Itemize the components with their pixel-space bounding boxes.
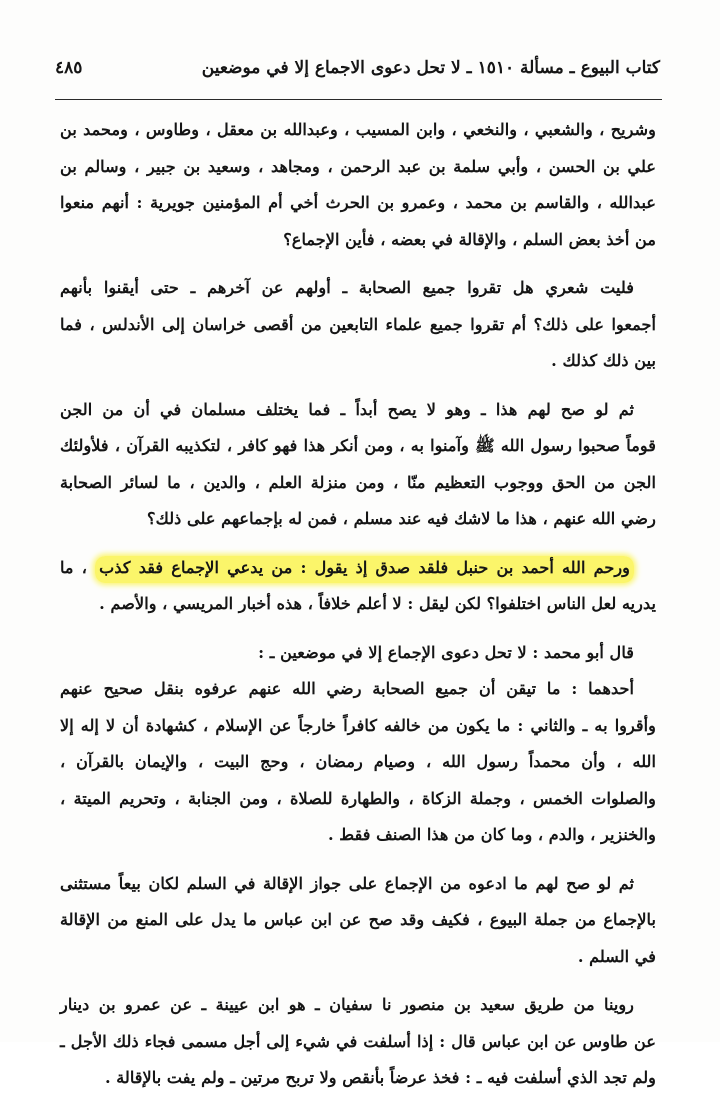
header-divider xyxy=(55,99,662,100)
text-line: من أخذ بعض السلم ، والإقالة في بعضه ، فأين الإجماع؟ xyxy=(283,229,656,249)
paragraph-gap xyxy=(60,854,656,866)
text-line: في السلم . xyxy=(577,946,656,966)
page-header xyxy=(55,58,660,88)
text-line: الله ، وأن محمداً رسول الله ، وصيام رمضان ، وحج البيت ، والإيمان بالقرآن ، xyxy=(60,752,656,771)
running-title: كتاب البيوع ـ مسألة ١٥١٠ ـ لا تحل دعوى الاجماع إلا في موضعين xyxy=(201,58,660,78)
paragraph-5 xyxy=(60,635,656,854)
text-line: قوماً صحبوا رسول الله ﷺ وآمنوا به ، ومن أنكر هذا فهو كافر ، لتكذيبه القرآن ، فلأولئك xyxy=(60,436,656,455)
text-fragment: ، ما xyxy=(60,557,87,577)
text-line: أجمعوا على ذلك؟ أم تقروا جميع علماء التابعين من أقصى خراسان إلى الأندلس ، فما xyxy=(60,314,656,334)
text-line: بالإجماع من جملة البيوع ، فكيف وقد صح عن ابن عباس ما يدل على المنع من الإقالة xyxy=(60,910,656,929)
text-line: ثم لو صح لهم ما ادعوه من الإجماع على جواز الإقالة في السلم لكان بيعاً مستثنى xyxy=(60,873,634,893)
paragraph-gap xyxy=(60,623,656,635)
paragraph-gap xyxy=(60,975,656,987)
paragraph-3 xyxy=(60,392,656,538)
text-line: ولم تجد الذي أسلفت فيه ـ : فخذ عرضاً بأنقص ولا تربح مرتين ـ ولم يفت بالإقالة . xyxy=(104,1068,656,1087)
paragraph-4 xyxy=(60,550,656,623)
text-line: فليت شعري هل تقروا جميع الصحابة ـ أولهم عن آخرهم ـ حتى أيقنوا بأنهم xyxy=(60,278,634,297)
paragraph-6 xyxy=(60,866,656,976)
highlighted-quote: ورحم الله أحمد بن حنبل فلقد صدق إذ يقول : من يدعي الإجماع فقد كذب xyxy=(95,556,634,583)
text-line: عن طاوس عن ابن عباس قال : إذا أسلفت في شيء إلى أجل مسمى فجاء ذلك الأجل ـ xyxy=(60,1031,656,1051)
paragraph-gap xyxy=(60,538,656,550)
text-line: والصلوات الخمس ، وجملة الزكاة ، والطهارة للصلاة ، ومن الجنابة ، وتحريم الميتة ، xyxy=(60,788,656,808)
text-line: عبدالله ، والقاسم بن محمد ، وعمرو بن الحرث أخي أم المؤمنين جويرية : أنهم منعوا xyxy=(60,193,656,212)
text-line: روينا من طريق سعيد بن منصور نا سفيان ـ هو ابن عيينة ـ عن عمرو بن دينار xyxy=(60,995,634,1014)
paragraph-1 xyxy=(60,112,656,258)
text-line: وأقروا به ـ والثاني : ما يكون من خالفه كافراً خارجاً عن الإسلام ، كشهادة أن لا إله إلا xyxy=(60,715,656,735)
text-line: بين ذلك كذلك . xyxy=(551,351,656,370)
body-text xyxy=(60,112,656,1097)
text-line: أحدهما : ما تيقن أن جميع الصحابة رضي الله عنهم عرفوه بنقل صحيح عنهم xyxy=(60,679,634,698)
paragraph-2 xyxy=(60,270,656,380)
text-line: والخنزير ، والدم ، وما كان من هذا الصنف فقط . xyxy=(327,825,656,844)
text-line: الجن من الحق ووجوب التعظيم منّا ، ومن منزلة العلم ، والدين ، ما لسائر الصحابة xyxy=(60,472,656,492)
text-line: ثم لو صح لهم هذا ـ وهو لا يصح أبداً ـ فما يختلف مسلمان في أن من الجن xyxy=(60,399,634,419)
text-line: وشريح ، والشعبي ، والنخعي ، وابن المسيب ، وعبدالله بن معقل ، وطاوس ، ومحمد بن xyxy=(60,120,656,139)
text-line: يدريه لعل الناس اختلفوا؟ لكن ليقل : لا أعلم خلافاً ، هذه أخبار المريسي ، والأصم . xyxy=(99,594,656,613)
text-line-highlighted xyxy=(60,550,656,587)
page-number: ٤٨٥ xyxy=(55,58,83,78)
paragraph-gap xyxy=(60,380,656,392)
paragraph-gap xyxy=(60,258,656,270)
text-line: رضي الله عنهم ، هذا ما لاشك فيه عند مسلم ، فمن له بإجماعهم على ذلك؟ xyxy=(147,509,656,528)
text-line: علي بن الحسن ، وأبي سلمة بن عبد الرحمن ، ومجاهد ، وسعيد بن جبير ، وسالم بن xyxy=(60,156,656,176)
text-line: قال أبو محمد : لا تحل دعوى الإجماع إلا في موضعين ـ : xyxy=(258,642,634,662)
